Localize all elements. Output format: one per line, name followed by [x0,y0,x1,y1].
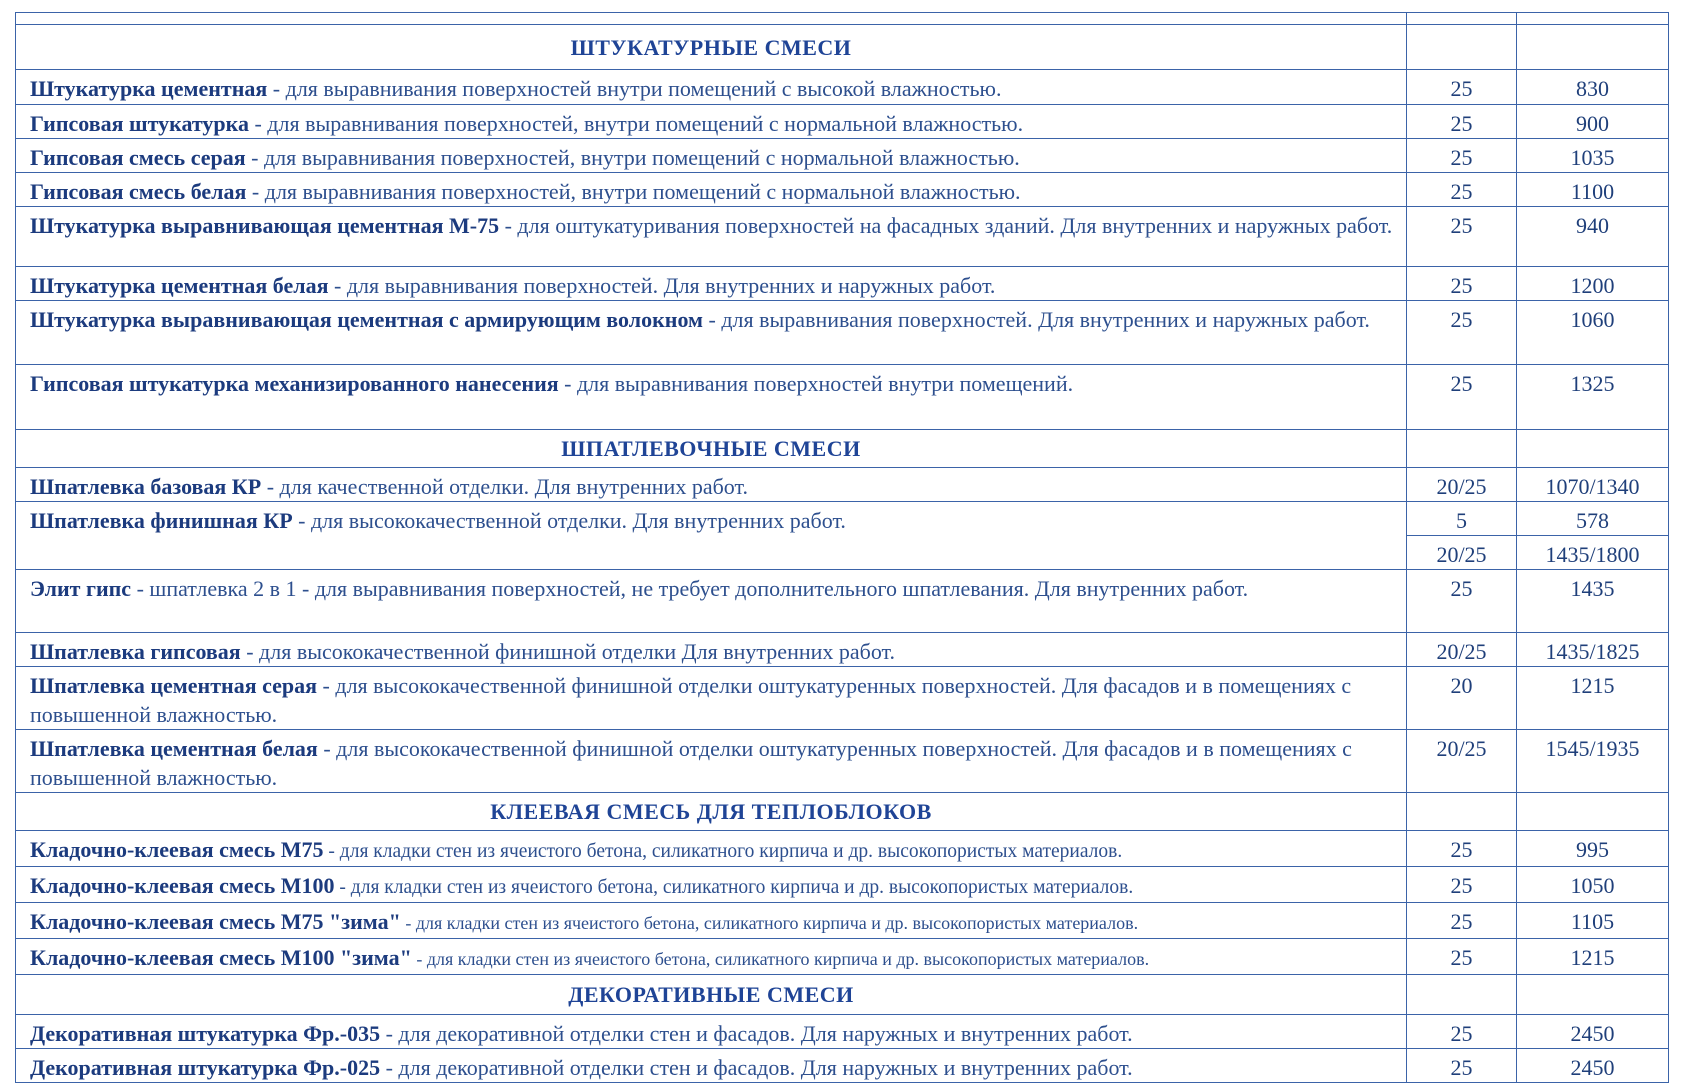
table-row [16,939,1669,975]
pack-weight: 20 [1407,667,1517,730]
product-text: - для выравнивания поверхностей внутри помещений с высокой влажностью. [267,76,1002,101]
pack-weight: 25 [1407,70,1517,105]
product-text: - для высококачественной финишной отделки оштукатуренных поверхностей. Для фасадов и в помещениях с повышенной влажностью. [30,736,1352,790]
product-name: Шпатлевка цементная белая [30,736,318,761]
table-row [16,730,1669,793]
product-text: - для кладки стен из ячеистого бетона, силикатного кирпича и др. высокопористых материалов. [411,949,1150,969]
product-name: Элит гипс [30,576,132,601]
product-text: - для выравнивания поверхностей, внутри помещений с нормальной влажностью. [246,179,1021,204]
table-row [16,667,1669,730]
product-text: - для выравнивания поверхностей внутри помещений. [558,371,1074,396]
product-text: - для кладки стен из ячеистого бетона, силикатного кирпича и др. высокопористых материалов. [400,913,1139,933]
price: 1215 [1517,939,1669,975]
price: 1105 [1517,903,1669,939]
pack-weight: 25 [1407,903,1517,939]
price-table [15,12,1669,1083]
section-title: ДЕКОРАТИВНЫЕ СМЕСИ [16,975,1407,1015]
table-row [16,1049,1669,1083]
price: 1215 [1517,667,1669,730]
table-row [16,468,1669,502]
section-header [16,25,1669,70]
price: 578 [1517,502,1669,536]
product-name: Штукатурка выравнивающая цементная М-75 [30,213,500,238]
price: 1060 [1517,301,1669,365]
product-name: Кладочно-клеевая смесь М100 "зима" [30,945,412,970]
product-text: - для выравнивания поверхностей, внутри помещений с нормальной влажностью. [245,145,1020,170]
pack-weight: 25 [1407,301,1517,365]
table-row [16,1015,1669,1049]
price: 1435 [1517,570,1669,633]
product-name: Гипсовая штукатурка [30,111,249,136]
product-text: - для выравнивания поверхностей. Для внутренних и наружных работ. [328,273,996,298]
product-description [16,939,1407,975]
product-description [16,173,1407,207]
product-text: - для кладки стен из ячеистого бетона, силикатного кирпича и др. высокопористых материалов. [323,841,1123,862]
product-name: Кладочно-клеевая смесь М75 [30,837,324,862]
price: 1435/1825 [1517,633,1669,667]
product-description [16,207,1407,267]
table-row [16,365,1669,430]
pack-weight: 25 [1407,939,1517,975]
pack-weight: 25 [1407,1049,1517,1083]
product-description [16,468,1407,502]
product-description [16,139,1407,173]
section-header [16,793,1669,831]
product-description [16,301,1407,365]
pack-weight: 25 [1407,1015,1517,1049]
section-header [16,430,1669,468]
price: 940 [1517,207,1669,267]
section-title: КЛЕЕВАЯ СМЕСЬ ДЛЯ ТЕПЛОБЛОКОВ [16,793,1407,831]
product-description [16,667,1407,730]
product-description [16,903,1407,939]
price: 1100 [1517,173,1669,207]
product-name: Кладочно-клеевая смесь М100 [30,873,335,898]
pack-weight: 25 [1407,267,1517,301]
product-text: - для качественной отделки. Для внутренних работ. [261,474,748,499]
product-name: Декоративная штукатурка Фр.-035 [30,1021,381,1046]
price: 1070/1340 [1517,468,1669,502]
product-text: - для высококачественной финишной отделки Для внутренних работ. [240,639,896,664]
pack-weight: 25 [1407,365,1517,430]
product-text: - для выравнивания поверхностей. Для внутренних и наружных работ. [703,307,1370,332]
pack-weight: 25 [1407,867,1517,903]
cutoff-row [16,13,1669,25]
product-text: - для кладки стен из ячеистого бетона, силикатного кирпича и др. высокопористых материалов. [334,877,1134,898]
pack-weight: 5 [1407,502,1517,536]
product-name: Шпатлевка цементная серая [30,673,318,698]
product-name: Кладочно-клеевая смесь М75 "зима" [30,909,401,934]
product-description [16,633,1407,667]
table-row [16,70,1669,105]
pack-weight: 20/25 [1407,468,1517,502]
product-name: Гипсовая смесь белая [30,179,247,204]
price: 1200 [1517,267,1669,301]
product-text: - для высококачественной финишной отделки оштукатуренных поверхностей. Для фасадов и в помещениях с повышенной влажностью. [30,673,1352,727]
price: 1545/1935 [1517,730,1669,793]
price: 1050 [1517,867,1669,903]
price: 830 [1517,70,1669,105]
pack-weight: 20/25 [1407,536,1517,570]
table-row [16,867,1669,903]
product-text: - шпатлевка 2 в 1 - для выравнивания поверхностей, не требует дополнительного шпатлевания. Для внутренних работ. [131,576,1249,601]
pack-weight: 25 [1407,173,1517,207]
product-description [16,502,1407,570]
table-row [16,502,1669,536]
table-row [16,633,1669,667]
table-row [16,831,1669,867]
section-title: ШПАТЛЕВОЧНЫЕ СМЕСИ [16,430,1407,468]
product-name: Штукатурка цементная белая [30,273,329,298]
product-name: Шпатлевка базовая КР [30,474,262,499]
product-description [16,1015,1407,1049]
pack-weight: 25 [1407,831,1517,867]
section-title: ШТУКАТУРНЫЕ СМЕСИ [16,25,1407,70]
table-row [16,903,1669,939]
section-header [16,975,1669,1015]
pack-weight: 20/25 [1407,633,1517,667]
price: 900 [1517,105,1669,139]
table-row [16,301,1669,365]
product-text: - для оштукатуривания поверхностей на фасадных зданий. Для внутренних и наружных работ. [499,213,1393,238]
price: 1435/1800 [1517,536,1669,570]
pack-weight: 25 [1407,207,1517,267]
product-name: Шпатлевка гипсовая [30,639,241,664]
product-description [16,867,1407,903]
product-name: Штукатурка цементная [30,76,268,101]
price: 995 [1517,831,1669,867]
pack-weight: 25 [1407,105,1517,139]
product-description [16,730,1407,793]
table-row [16,139,1669,173]
product-description [16,831,1407,867]
product-text: - для декоративной отделки стен и фасадов. Для наружных и внутренних работ. [380,1055,1133,1080]
table-row [16,173,1669,207]
pack-weight: 20/25 [1407,730,1517,793]
table-row [16,105,1669,139]
product-name: Гипсовая смесь серая [30,145,246,170]
product-text: - для декоративной отделки стен и фасадов. Для наружных и внутренних работ. [380,1021,1133,1046]
product-name: Штукатурка выравнивающая цементная с армирующим волокном [30,307,704,332]
price: 1035 [1517,139,1669,173]
table-row [16,207,1669,267]
product-description [16,267,1407,301]
product-name: Гипсовая штукатурка механизированного нанесения [30,371,559,396]
product-description [16,70,1407,105]
pack-weight: 25 [1407,570,1517,633]
product-text: - для высококачественной отделки. Для внутренних работ. [292,508,846,533]
product-description [16,570,1407,633]
product-text: - для выравнивания поверхностей, внутри помещений с нормальной влажностью. [248,111,1024,136]
product-description [16,105,1407,139]
price: 2450 [1517,1049,1669,1083]
product-description [16,1049,1407,1083]
product-name: Шпатлевка финишная КР [30,508,293,533]
pack-weight: 25 [1407,139,1517,173]
table-row [16,267,1669,301]
table-row [16,570,1669,633]
price: 1325 [1517,365,1669,430]
product-description [16,365,1407,430]
price: 2450 [1517,1015,1669,1049]
product-name: Декоративная штукатурка Фр.-025 [30,1055,381,1080]
